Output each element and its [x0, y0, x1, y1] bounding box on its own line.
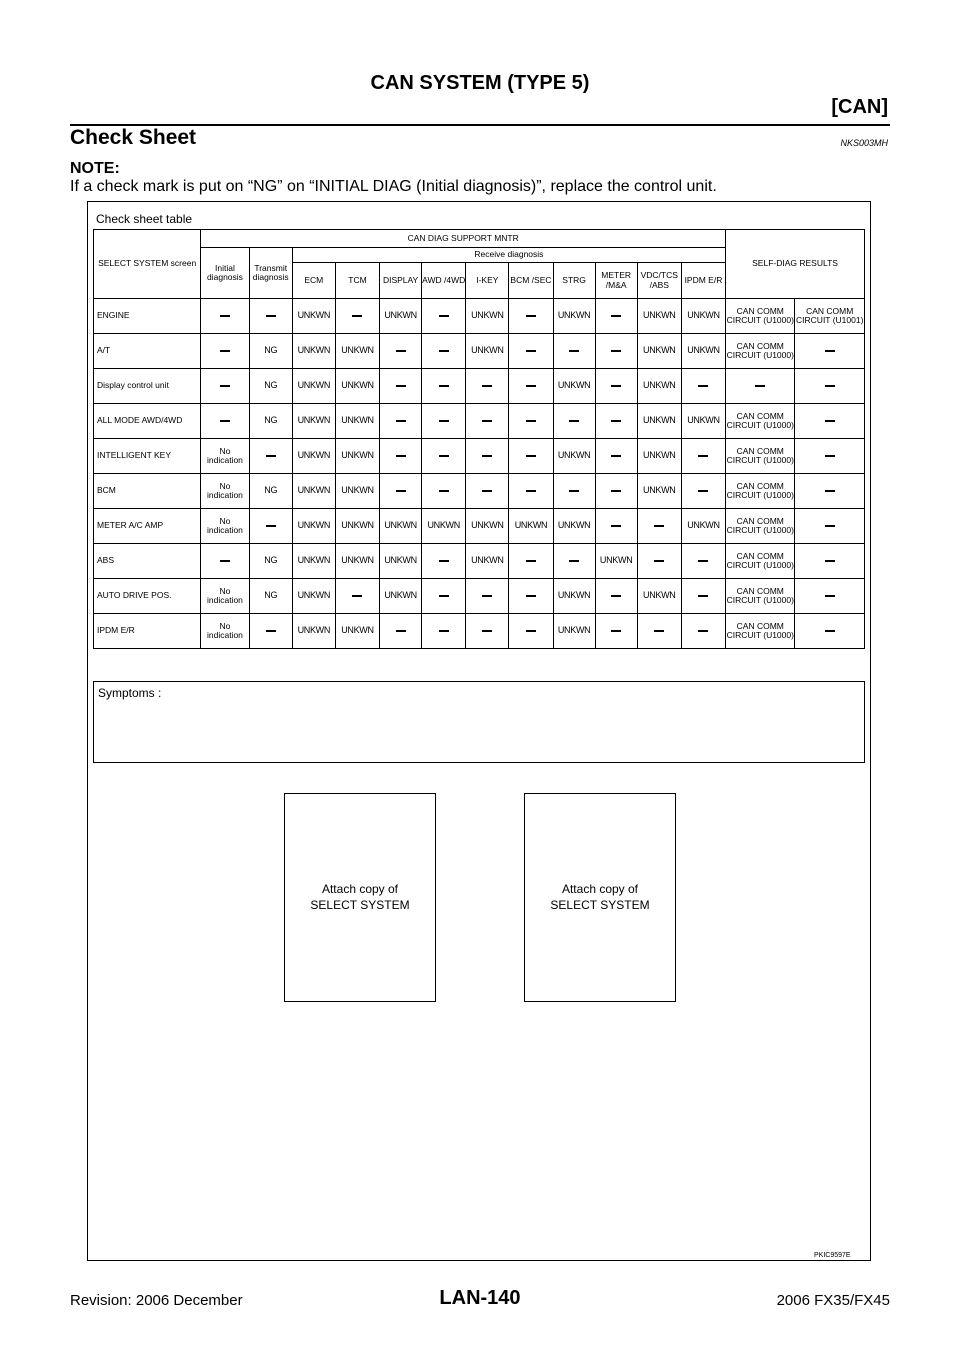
receive-diag-cell[interactable] — [466, 474, 509, 509]
receive-diag-cell[interactable]: UNKWN — [637, 439, 681, 474]
header-receive-col: BCM /SEC — [509, 263, 553, 299]
receive-diag-cell[interactable] — [466, 579, 509, 614]
receive-diag-cell[interactable] — [509, 334, 553, 369]
dash-mark — [526, 490, 536, 492]
attach-select-system-box-1: Attach copy of SELECT SYSTEM — [284, 793, 436, 1002]
receive-diag-cell[interactable] — [466, 439, 509, 474]
receive-diag-cell[interactable] — [681, 439, 725, 474]
receive-diag-cell[interactable]: UNKWN — [637, 299, 681, 334]
system-name: A/T — [94, 334, 201, 369]
dash-mark — [526, 315, 536, 317]
receive-diag-cell[interactable]: UNKWN — [292, 334, 335, 369]
dash-mark — [611, 350, 621, 352]
receive-diag-cell[interactable]: UNKWN — [335, 439, 379, 474]
dash-mark — [825, 385, 835, 387]
attach-select-system-box-2: Attach copy of SELECT SYSTEM — [524, 793, 676, 1002]
dash-mark — [439, 350, 449, 352]
dash-mark — [698, 490, 708, 492]
dash-mark — [526, 595, 536, 597]
dash-mark — [396, 350, 406, 352]
dash-mark — [396, 630, 406, 632]
dash-mark — [825, 630, 835, 632]
receive-diag-cell[interactable] — [595, 509, 637, 544]
self-diag-cell[interactable]: CAN COMM CIRCUIT (U1000) — [726, 579, 795, 614]
dash-mark — [755, 385, 765, 387]
receive-diag-cell[interactable] — [380, 369, 422, 404]
receive-diag-cell[interactable]: UNKWN — [553, 299, 595, 334]
receive-diag-cell[interactable]: UNKWN — [335, 334, 379, 369]
dash-mark — [396, 385, 406, 387]
table-row — [94, 614, 865, 649]
dash-mark — [611, 595, 621, 597]
self-diag-cell[interactable] — [795, 509, 865, 544]
dash-mark — [220, 420, 230, 422]
receive-diag-cell[interactable]: UNKWN — [637, 334, 681, 369]
header-receive-col: DISPLAY — [380, 263, 422, 299]
system-name: BCM — [94, 474, 201, 509]
receive-diag-cell[interactable] — [422, 404, 466, 439]
dash-mark — [654, 630, 664, 632]
transmit-diag-cell[interactable] — [249, 299, 292, 334]
receive-diag-cell[interactable] — [553, 404, 595, 439]
receive-diag-cell[interactable] — [553, 474, 595, 509]
header-receive-col: STRG — [553, 263, 595, 299]
dash-mark — [526, 455, 536, 457]
self-diag-cell[interactable] — [795, 369, 865, 404]
receive-diag-cell[interactable] — [422, 579, 466, 614]
initial-diag-cell[interactable] — [201, 404, 249, 439]
table-row — [94, 404, 865, 439]
dash-mark — [611, 490, 621, 492]
dash-mark — [482, 420, 492, 422]
dash-mark — [654, 525, 664, 527]
receive-diag-cell[interactable]: UNKWN — [681, 404, 725, 439]
dash-mark — [698, 560, 708, 562]
receive-diag-cell[interactable]: UNKWN — [595, 544, 637, 579]
footer-model: 2006 FX35/FX45 — [776, 1292, 890, 1309]
receive-diag-cell[interactable] — [509, 404, 553, 439]
receive-diag-cell[interactable] — [509, 369, 553, 404]
dash-mark — [825, 595, 835, 597]
self-diag-cell[interactable] — [795, 614, 865, 649]
receive-diag-cell[interactable]: UNKWN — [380, 544, 422, 579]
header-initial-diagnosis: Initial diagnosis — [201, 248, 249, 299]
receive-diag-cell[interactable]: UNKWN — [466, 334, 509, 369]
receive-diag-cell[interactable] — [380, 474, 422, 509]
transmit-diag-cell[interactable]: NG — [249, 579, 292, 614]
receive-diag-cell[interactable] — [509, 474, 553, 509]
receive-diag-cell[interactable] — [466, 404, 509, 439]
receive-diag-cell[interactable]: UNKWN — [335, 544, 379, 579]
transmit-diag-cell[interactable] — [249, 509, 292, 544]
initial-diag-cell[interactable] — [201, 544, 249, 579]
dash-mark — [825, 525, 835, 527]
header-receive-col: IPDM E/R — [681, 263, 725, 299]
dash-mark — [220, 385, 230, 387]
receive-diag-cell[interactable] — [681, 579, 725, 614]
receive-diag-cell[interactable] — [509, 544, 553, 579]
dash-mark — [825, 490, 835, 492]
self-diag-cell[interactable]: CAN COMM CIRCUIT (U1000) — [726, 509, 795, 544]
note-label: NOTE: — [70, 160, 120, 177]
receive-diag-cell[interactable]: UNKWN — [292, 614, 335, 649]
receive-diag-cell[interactable] — [681, 544, 725, 579]
self-diag-cell[interactable]: CAN COMM CIRCUIT (U1000) — [726, 474, 795, 509]
transmit-diag-cell[interactable] — [249, 439, 292, 474]
table-row — [94, 334, 865, 369]
receive-diag-cell[interactable] — [637, 614, 681, 649]
dash-mark — [526, 385, 536, 387]
table-row — [94, 369, 865, 404]
dash-mark — [526, 350, 536, 352]
receive-diag-cell[interactable]: UNKWN — [553, 439, 595, 474]
receive-diag-cell[interactable] — [637, 509, 681, 544]
receive-diag-cell[interactable] — [595, 579, 637, 614]
dash-mark — [396, 490, 406, 492]
dash-mark — [396, 455, 406, 457]
receive-diag-cell[interactable] — [335, 579, 379, 614]
receive-diag-cell[interactable]: UNKWN — [466, 544, 509, 579]
initial-diag-cell[interactable]: No indication — [201, 509, 249, 544]
dash-mark — [611, 525, 621, 527]
dash-mark — [220, 350, 230, 352]
receive-diag-cell[interactable]: UNKWN — [466, 299, 509, 334]
section-heading: Check Sheet — [70, 126, 197, 149]
receive-diag-cell[interactable] — [595, 474, 637, 509]
receive-diag-cell[interactable]: UNKWN — [292, 579, 335, 614]
receive-diag-cell[interactable]: UNKWN — [335, 404, 379, 439]
receive-diag-cell[interactable]: UNKWN — [509, 509, 553, 544]
dash-mark — [352, 315, 362, 317]
dash-mark — [825, 350, 835, 352]
receive-diag-cell[interactable] — [335, 299, 379, 334]
dash-mark — [439, 560, 449, 562]
receive-diag-cell[interactable]: UNKWN — [292, 439, 335, 474]
table-row — [94, 579, 865, 614]
transmit-diag-cell[interactable]: NG — [249, 474, 292, 509]
receive-diag-cell[interactable]: UNKWN — [292, 474, 335, 509]
initial-diag-cell[interactable] — [201, 299, 249, 334]
receive-diag-cell[interactable] — [681, 369, 725, 404]
footer-revision: Revision: 2006 December — [70, 1292, 243, 1309]
self-diag-cell[interactable] — [795, 404, 865, 439]
dash-mark — [611, 630, 621, 632]
symptoms-label: Symptoms : — [98, 686, 162, 700]
receive-diag-cell[interactable] — [509, 439, 553, 474]
dash-mark — [698, 385, 708, 387]
receive-diag-cell[interactable] — [595, 439, 637, 474]
receive-diag-cell[interactable] — [422, 369, 466, 404]
initial-diag-cell[interactable]: No indication — [201, 474, 249, 509]
receive-diag-cell[interactable]: UNKWN — [466, 509, 509, 544]
dash-mark — [569, 420, 579, 422]
dash-mark — [352, 595, 362, 597]
receive-diag-cell[interactable] — [422, 439, 466, 474]
initial-diag-cell[interactable] — [201, 369, 249, 404]
receive-diag-cell[interactable] — [553, 544, 595, 579]
dash-mark — [266, 315, 276, 317]
header-can-diag: CAN DIAG SUPPORT MNTR — [201, 230, 726, 248]
initial-diag-cell[interactable] — [201, 334, 249, 369]
receive-diag-cell[interactable]: UNKWN — [292, 509, 335, 544]
dash-mark — [220, 560, 230, 562]
dash-mark — [611, 315, 621, 317]
receive-diag-cell[interactable]: UNKWN — [335, 614, 379, 649]
receive-diag-cell[interactable]: UNKWN — [380, 509, 422, 544]
transmit-diag-cell[interactable]: NG — [249, 404, 292, 439]
system-name: METER A/C AMP — [94, 509, 201, 544]
receive-diag-cell[interactable]: UNKWN — [292, 404, 335, 439]
dash-mark — [825, 455, 835, 457]
receive-diag-cell[interactable]: UNKWN — [380, 299, 422, 334]
dash-mark — [482, 490, 492, 492]
receive-diag-cell[interactable]: UNKWN — [335, 369, 379, 404]
receive-diag-cell[interactable] — [380, 334, 422, 369]
dash-mark — [526, 630, 536, 632]
transmit-diag-cell[interactable] — [249, 614, 292, 649]
dash-mark — [439, 385, 449, 387]
dash-mark — [439, 315, 449, 317]
note-text: If a check mark is put on “NG” on “INITIAL DIAG (Initial diagnosis)”, replace the control unit. — [70, 178, 717, 195]
dash-mark — [569, 490, 579, 492]
receive-diag-cell[interactable]: UNKWN — [637, 474, 681, 509]
receive-diag-cell[interactable]: UNKWN — [553, 579, 595, 614]
receive-diag-cell[interactable] — [509, 299, 553, 334]
receive-diag-cell[interactable] — [553, 334, 595, 369]
dash-mark — [825, 560, 835, 562]
receive-diag-cell[interactable]: UNKWN — [380, 579, 422, 614]
self-diag-cell[interactable] — [795, 544, 865, 579]
receive-diag-cell[interactable] — [595, 404, 637, 439]
dash-mark — [396, 420, 406, 422]
receive-diag-cell[interactable] — [422, 614, 466, 649]
dash-mark — [220, 315, 230, 317]
section-tag: [CAN] — [831, 96, 888, 118]
receive-diag-cell[interactable] — [595, 299, 637, 334]
header-receive-diagnosis: Receive diagnosis — [292, 248, 725, 263]
header-receive-col: METER /M&A — [595, 263, 637, 299]
dash-mark — [526, 420, 536, 422]
system-name: Display control unit — [94, 369, 201, 404]
figure-code: PKIC9597E — [814, 1252, 851, 1259]
figure-title: Check sheet table — [96, 212, 193, 226]
receive-diag-cell[interactable] — [595, 369, 637, 404]
dash-mark — [698, 595, 708, 597]
dash-mark — [654, 560, 664, 562]
table-row — [94, 474, 865, 509]
system-name: AUTO DRIVE POS. — [94, 579, 201, 614]
dash-mark — [266, 525, 276, 527]
initial-diag-cell[interactable]: No indication — [201, 439, 249, 474]
receive-diag-cell[interactable] — [466, 614, 509, 649]
header-select-system: SELECT SYSTEM screen — [94, 230, 201, 299]
dash-mark — [611, 385, 621, 387]
header-receive-col: ECM — [292, 263, 335, 299]
self-diag-cell[interactable] — [795, 579, 865, 614]
transmit-diag-cell[interactable]: NG — [249, 369, 292, 404]
transmit-diag-cell[interactable]: NG — [249, 544, 292, 579]
dash-mark — [482, 630, 492, 632]
check-sheet-table — [93, 229, 865, 649]
header-transmit-diagnosis: Transmit diagnosis — [249, 248, 292, 299]
table-row — [94, 544, 865, 579]
receive-diag-cell[interactable] — [595, 334, 637, 369]
dash-mark — [611, 455, 621, 457]
receive-diag-cell[interactable] — [422, 299, 466, 334]
receive-diag-cell[interactable]: UNKWN — [637, 369, 681, 404]
dash-mark — [482, 595, 492, 597]
receive-diag-cell[interactable]: UNKWN — [292, 544, 335, 579]
receive-diag-cell[interactable] — [422, 334, 466, 369]
receive-diag-cell[interactable]: UNKWN — [637, 579, 681, 614]
self-diag-cell[interactable] — [795, 334, 865, 369]
system-name: INTELLIGENT KEY — [94, 439, 201, 474]
initial-diag-cell[interactable]: No indication — [201, 614, 249, 649]
header-receive-col: AWD /4WD — [422, 263, 466, 299]
header-self-diag: SELF-DIAG RESULTS — [726, 230, 865, 299]
receive-diag-cell[interactable] — [380, 404, 422, 439]
dash-mark — [482, 385, 492, 387]
receive-diag-cell[interactable]: UNKWN — [553, 369, 595, 404]
transmit-diag-cell[interactable]: NG — [249, 334, 292, 369]
receive-diag-cell[interactable]: UNKWN — [335, 474, 379, 509]
dash-mark — [266, 630, 276, 632]
self-diag-cell[interactable] — [795, 439, 865, 474]
document-code: NKS003MH — [840, 138, 888, 148]
receive-diag-cell[interactable] — [380, 614, 422, 649]
dash-mark — [439, 630, 449, 632]
receive-diag-cell[interactable]: UNKWN — [681, 299, 725, 334]
receive-diag-cell[interactable] — [509, 579, 553, 614]
system-name: ENGINE — [94, 299, 201, 334]
receive-diag-cell[interactable] — [637, 544, 681, 579]
self-diag-cell[interactable] — [795, 474, 865, 509]
dash-mark — [439, 595, 449, 597]
self-diag-cell[interactable]: CAN COMM CIRCUIT (U1000) — [726, 334, 795, 369]
symptoms-box[interactable] — [93, 681, 865, 763]
dash-mark — [526, 560, 536, 562]
page-title: CAN SYSTEM (TYPE 5) — [370, 72, 590, 94]
dash-mark — [698, 455, 708, 457]
receive-diag-cell[interactable] — [380, 439, 422, 474]
table-row — [94, 509, 865, 544]
receive-diag-cell[interactable]: UNKWN — [553, 509, 595, 544]
system-name: ALL MODE AWD/4WD — [94, 404, 201, 439]
receive-diag-cell[interactable]: UNKWN — [292, 299, 335, 334]
dash-mark — [439, 455, 449, 457]
system-name: IPDM E/R — [94, 614, 201, 649]
receive-diag-cell[interactable] — [681, 614, 725, 649]
header-receive-col: I-KEY — [466, 263, 509, 299]
receive-diag-cell[interactable] — [466, 369, 509, 404]
dash-mark — [266, 455, 276, 457]
self-diag-cell[interactable]: CAN COMM CIRCUIT (U1001) — [795, 299, 865, 334]
receive-diag-cell[interactable] — [509, 614, 553, 649]
table-row — [94, 299, 865, 334]
self-diag-cell[interactable]: CAN COMM CIRCUIT (U1000) — [726, 404, 795, 439]
dash-mark — [439, 420, 449, 422]
receive-diag-cell[interactable] — [422, 474, 466, 509]
receive-diag-cell[interactable]: UNKWN — [681, 509, 725, 544]
initial-diag-cell[interactable]: No indication — [201, 579, 249, 614]
receive-diag-cell[interactable]: UNKWN — [292, 369, 335, 404]
receive-diag-cell[interactable]: UNKWN — [422, 509, 466, 544]
dash-mark — [482, 455, 492, 457]
receive-diag-cell[interactable]: UNKWN — [335, 509, 379, 544]
self-diag-cell[interactable]: CAN COMM CIRCUIT (U1000) — [726, 614, 795, 649]
self-diag-cell[interactable]: CAN COMM CIRCUIT (U1000) — [726, 299, 795, 334]
dash-mark — [825, 420, 835, 422]
self-diag-cell[interactable]: CAN COMM CIRCUIT (U1000) — [726, 439, 795, 474]
dash-mark — [439, 490, 449, 492]
header-receive-col: VDC/TCS /ABS — [637, 263, 681, 299]
receive-diag-cell[interactable] — [422, 544, 466, 579]
self-diag-cell[interactable]: CAN COMM CIRCUIT (U1000) — [726, 544, 795, 579]
dash-mark — [698, 630, 708, 632]
dash-mark — [611, 420, 621, 422]
self-diag-cell[interactable] — [726, 369, 795, 404]
footer-page-number: LAN-140 — [439, 1287, 521, 1309]
header-receive-col: TCM — [335, 263, 379, 299]
system-name: ABS — [94, 544, 201, 579]
receive-diag-cell[interactable]: UNKWN — [681, 334, 725, 369]
receive-diag-cell[interactable]: UNKWN — [553, 614, 595, 649]
dash-mark — [569, 350, 579, 352]
dash-mark — [569, 560, 579, 562]
receive-diag-cell[interactable] — [595, 614, 637, 649]
table-row — [94, 439, 865, 474]
receive-diag-cell[interactable]: UNKWN — [637, 404, 681, 439]
receive-diag-cell[interactable] — [681, 474, 725, 509]
